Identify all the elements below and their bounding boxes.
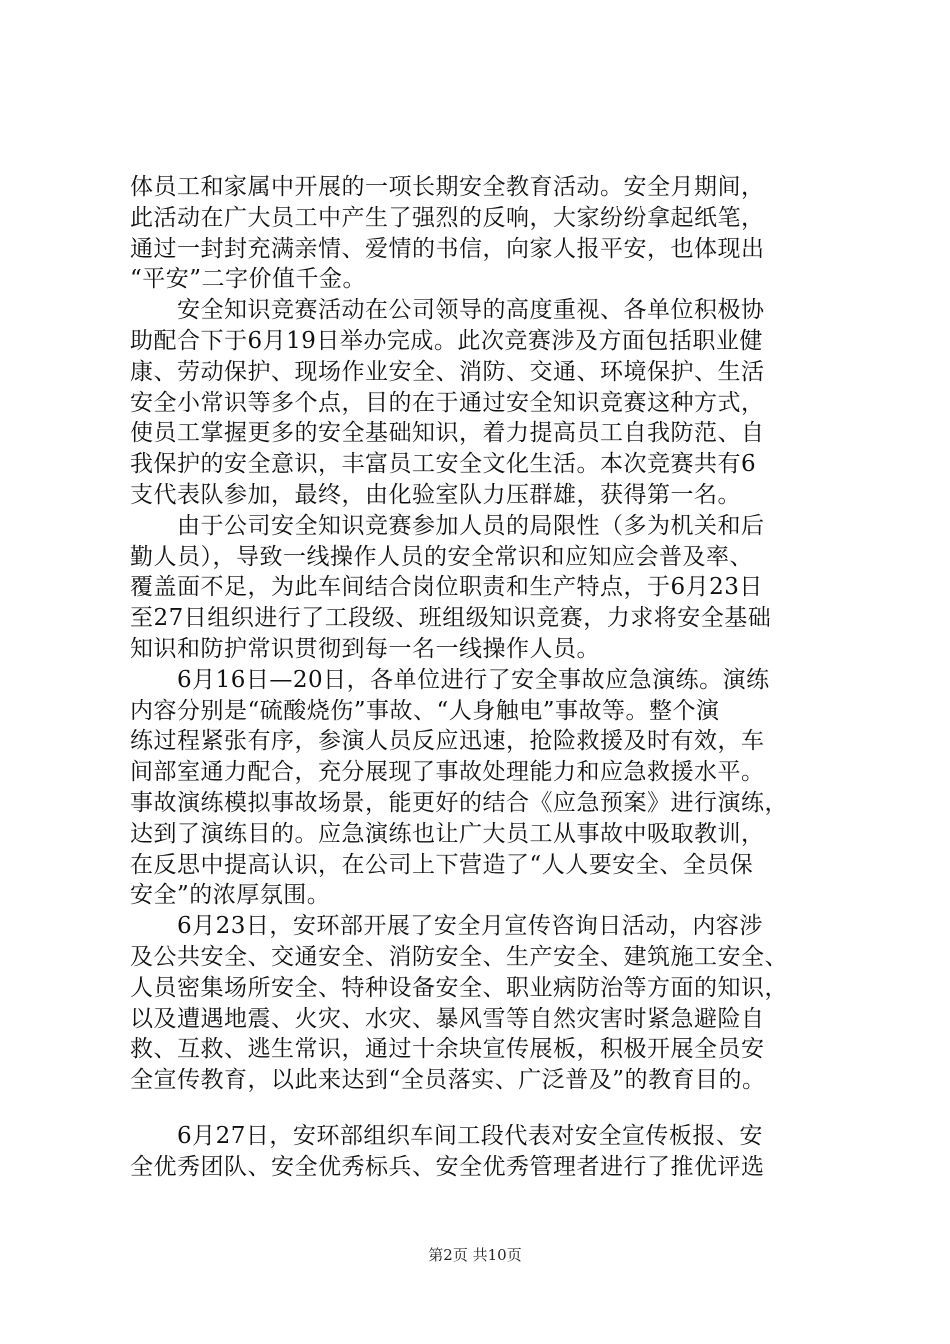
text-line: 人员密集场所安全、特种设备安全、职业病防治等方面的知识， — [130, 974, 788, 1001]
text-line: 6月16日—20日，各单位进行了安全事故应急演练。演练 — [130, 666, 770, 693]
document-body — [130, 172, 835, 1096]
text-line: 内容分别是“硫酸烧伤”事故、“人身触电”事故等。整个演 — [130, 697, 720, 724]
text-line: 安全知识竞赛活动在公司领导的高度重视、各单位积极协 — [130, 297, 765, 324]
text-line: 6月23日，安环部开展了安全月宣传咨询日活动，内容涉 — [130, 913, 763, 940]
text-line: 及公共安全、交通安全、消防安全、生产安全、建筑施工安全、 — [130, 943, 788, 970]
text-line: 救、互救、逃生常识，通过十余块宣传展板，积极开展全员安 — [130, 1036, 765, 1063]
text-line: 覆盖面不足，为此车间结合岗位职责和生产特点，于6月23日 — [130, 574, 763, 601]
text-line: 体员工和家属中开展的一项长期安全教育活动。安全月期间， — [130, 174, 765, 200]
document-body-continued — [130, 1121, 835, 1183]
text-line: 助配合下于6月19日举办完成。此次竞赛涉及方面包括职业健 — [130, 327, 763, 354]
text-line: 全宣传教育，以此来达到“全员落实、广泛普及”的教育目的。 — [130, 1067, 766, 1094]
text-line: 此活动在广大员工中产生了强烈的反响，大家纷纷拿起纸笔， — [130, 204, 765, 231]
text-line: 安全小常识等多个点，目的在于通过安全知识竞赛这种方式， — [130, 389, 765, 416]
text-line: 以及遭遇地震、火灾、水灾、暴风雪等自然灾害时紧急避险自 — [130, 1005, 765, 1032]
text-line: 我保护的安全意识，丰富员工安全文化生活。本次竞赛共有6 — [130, 451, 757, 478]
text-line: 全优秀团队、安全优秀标兵、安全优秀管理者进行了推优评选 — [130, 1153, 765, 1180]
text-line: 康、劳动保护、现场作业安全、消防、交通、环境保护、生活 — [130, 358, 765, 385]
text-line: 通过一封封充满亲情、爱情的书信，向家人报平安，也体现出 — [130, 235, 765, 262]
page-number-footer: 第2页 共10页 — [428, 1246, 522, 1264]
text-line: 6月27日，安环部组织车间工段代表对安全宣传板报、安 — [130, 1123, 763, 1149]
text-line: 勤人员），导致一线操作人员的安全常识和应知应会普及率、 — [130, 543, 753, 570]
text-line: 支代表队参加，最终，由化验室队力压群雄，获得第一名。 — [130, 481, 741, 508]
text-line: 由于公司安全知识竞赛参加人员的局限性（多为机关和后 — [130, 512, 765, 539]
text-line: 使员工掌握更多的安全基础知识，着力提高员工自我防范、自 — [130, 420, 765, 447]
text-line: 安全”的浓厚氛围。 — [130, 882, 331, 909]
text-line: 在反思中提高认识，在公司上下营造了“人人要安全、全员保 — [130, 851, 754, 878]
text-line: “平安”二字价值千金。 — [130, 266, 367, 293]
text-line: 知识和防护常识贯彻到每一名一线操作人员。 — [130, 635, 600, 662]
text-line: 达到了演练目的。应急演练也让广大员工从事故中吸取教训， — [130, 820, 765, 847]
text-line: 间部室通力配合，充分展现了事故处理能力和应急救援水平。 — [130, 759, 765, 786]
text-line: 练过程紧张有序，参演人员反应迅速，抢险救援及时有效，车 — [130, 728, 765, 755]
text-line: 至27日组织进行了工段级、班组级知识竞赛，力求将安全基础 — [130, 605, 772, 632]
text-line: 事故演练模拟事故场景，能更好的结合《应急预案》进行演练， — [130, 789, 788, 816]
